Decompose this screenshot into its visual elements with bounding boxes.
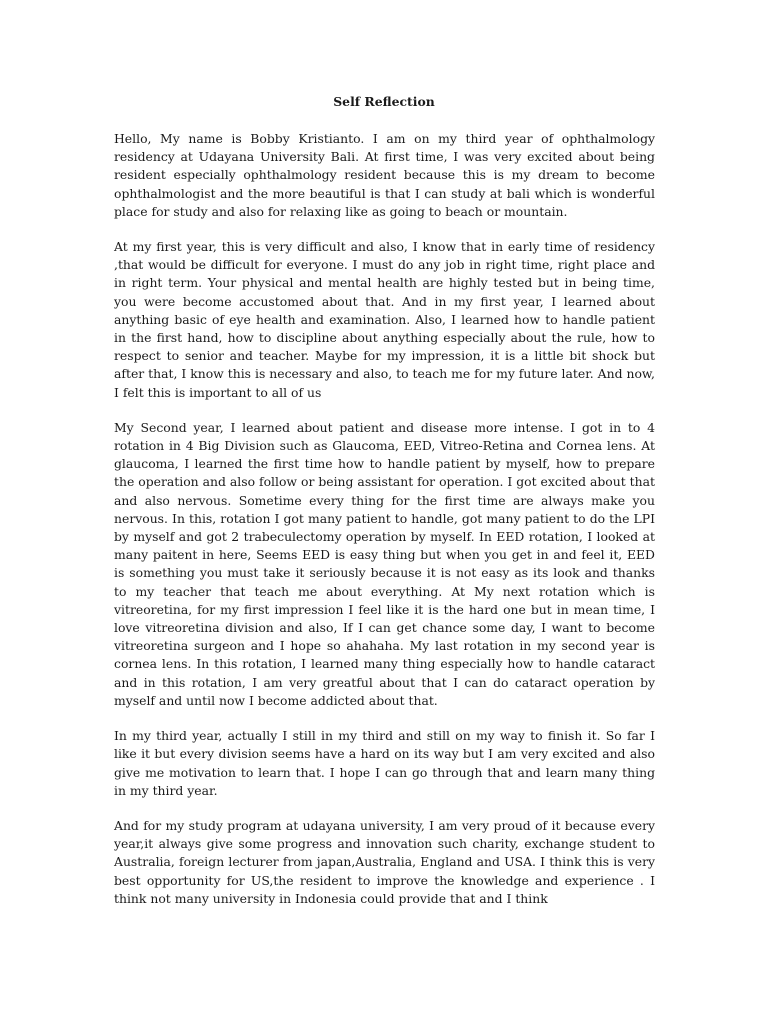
paragraph-second-year: My Second year, I learned about patient and disease more intense. I got in to 4 rotation in 4 Big Division such as Glaucoma, EED, Vitreo-Retina and Cornea lens. At glaucoma, I learned the first time how to handle patient by myself, how to prepare the operation and also follow or being assistant for operation. I got excited about that and also nervous. Sometime every thing for the first time are always make you nervous. In this, rotation I got many patient to handle, got many patient to do the LPI by myself and got 2 trabeculectomy operation by myself. In EED rotation, I looked at many paitent in here, Seems EED is easy thing but when you get in and feel it, EED is something you must take it seriously because it is not easy as its look and thanks to my teacher that teach me about everything. At My next rotation which is vitreoretina, for my first impression I feel like it is the hard one but in mean time, I love vitreoretina division and also, If I can get chance some day, I want to become vitreoretina surgeon and I hope so ahahaha. My last rotation in my second year is cornea lens. In this rotation, I learned many thing especially how to handle cataract and in this rotation, I am very greatful about that I can do cataract operation by myself and until now I become addicted about that. bbox=[114, 419, 655, 708]
paragraph-study-program: And for my study program at udayana university, I am very proud of it because every year,it always give some progress and innovation such charity, exchange student to Australia, foreign lecturer from japan,Australia, England and USA. I think this is very best opportunity for US,the resident to improve the knowledge and experience . I think not many university in Indonesia could provide that and I think bbox=[114, 817, 655, 906]
paragraph-introduction: Hello, My name is Bobby Kristianto. I am on my third year of ophthalmology residency at Udayana University Bali. At first time, I was very excited about being resident especially ophthalmology resident because this is my dream to become ophthalmologist and the more beautiful is that I can study at bali which is wonderful place for study and also for relaxing like as going to beach or mountain. bbox=[114, 131, 655, 219]
paragraph-first-year: At my first year, this is very difficult and also, I know that in early time of residency ,that would be difficult for everyone. I must do any job in right time, right place and in right term. Your physical and mental health are highly tested but in being time, you were become accustomed about that. And in my first year, I learned about anything basic of eye health and examination. Also, I learned how to handle patient in the first hand, how to discipline about anything especially about the rule, how to respect to senior and teacher. Maybe for my impression, it is a little bit shock but after that, I know this is necessary and also, to teach me for my future later. And now, I felt this is important to all of us bbox=[114, 239, 655, 400]
document-title: Self Reflection bbox=[333, 94, 435, 109]
document-body bbox=[114, 130, 655, 925]
paragraph-third-year: In my third year, actually I still in my third and still on my way to finish it. So far I like it but every division seems have a hard on its way but I am very excited and also give me motivation to learn that. I hope I can go through that and learn many thing in my third year. bbox=[114, 728, 655, 798]
